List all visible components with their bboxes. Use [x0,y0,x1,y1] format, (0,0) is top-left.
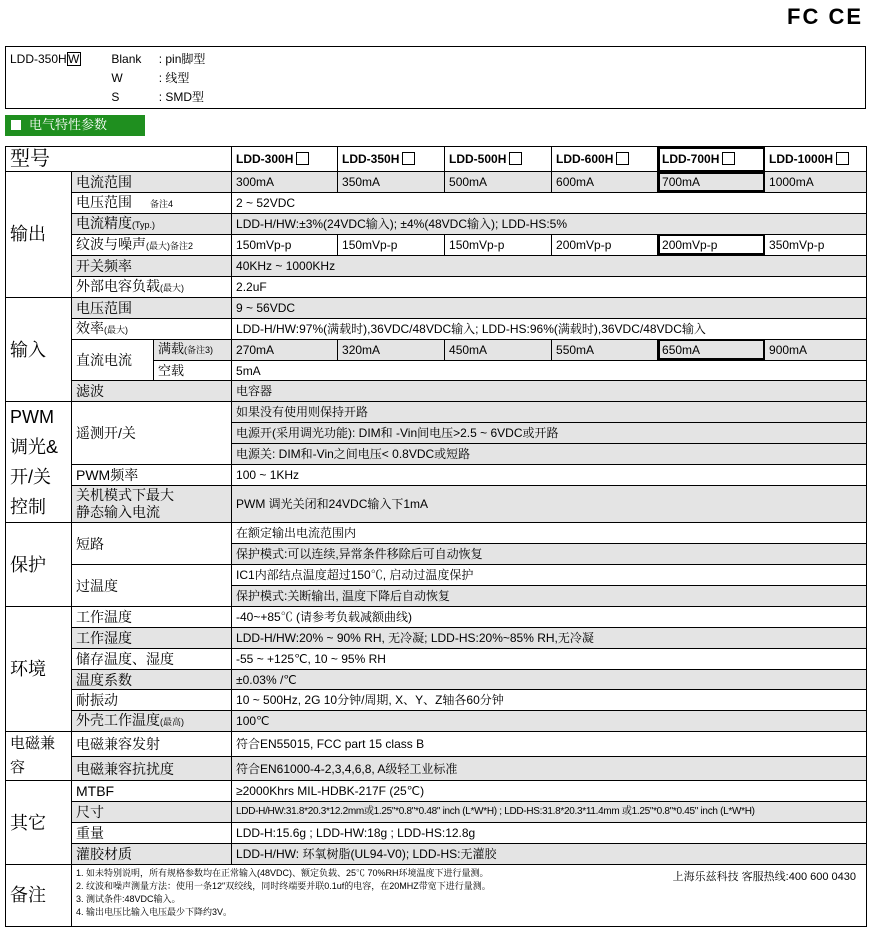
row-label: 电压范围 [72,297,232,318]
category-protection: 保护 [6,523,72,607]
row-label: 关机模式下最大 静态输入电流 [72,485,232,522]
cell: 320mA [338,339,445,360]
cell: LDD-H/HW:±3%(24VDC输入); ±4%(48VDC输入); LDD-HS:5% [232,213,867,234]
model-header: LDD-1000H [765,147,867,172]
cell: -40~+85℃ (请参考负载减额曲线) [232,606,867,627]
cell: 700mA [658,172,765,193]
row-label: 耐振动 [72,690,232,711]
option-code: S [111,90,120,104]
option-desc: : SMD型 [158,90,205,104]
cell: PWM 调光关闭和24VDC输入下1mA [232,485,867,522]
cell: IC1内部结点温度超过150℃, 启动过温度保护 [232,565,867,586]
row-label: 储存温度、湿度 [72,648,232,669]
cell: ±0.03% /℃ [232,669,867,690]
checkbox[interactable] [616,152,629,165]
cell: -55 ~ +125℃, 10 ~ 95% RH [232,648,867,669]
cell: 300mA [232,172,338,193]
category-notes: 备注 [6,864,72,926]
cell: LDD-H/HW:31.8*20.3*12.2mm或1.25"*0.8"*0.48" inch (L*W*H) ; LDD-HS:31.8*20.3*11.4mm 或1.25"*0.8"*0.45" inch (L*W*H) [232,802,867,823]
cell: 350mVp-p [765,234,867,255]
notes-cell [72,864,867,926]
row-label: 电流精度(Typ.) [72,213,232,234]
model-header: LDD-700H [658,147,765,172]
square-icon [11,120,21,130]
cell: 10 ~ 500Hz, 2G 10分钟/周期, X、Y、Z轴各60分钟 [232,690,867,711]
cell: 450mA [445,339,552,360]
cell: 350mA [338,172,445,193]
cell: 100℃ [232,711,867,732]
cell: 符合EN55015, FCC part 15 class B [232,732,867,757]
cell: LDD-H/HW: 环氧树脂(UL94-V0); LDD-HS:无灌胶 [232,844,867,865]
note-item: 1. 如未特别说明，所有规格参数均在正常输入(48VDC)、额定负载、25℃ 70%RH环境温度下进行量测。 [76,867,489,878]
checkbox[interactable] [836,152,849,165]
cell: 200mVp-p [552,234,658,255]
header-label: 型号 [6,147,232,172]
checkbox[interactable] [509,152,522,165]
row-label: 工作湿度 [72,627,232,648]
cell: 150mVp-p [338,234,445,255]
cell: 650mA [658,339,765,360]
contact-hotline: 上海乐兹科技 客服热线:400 600 0430 [672,870,857,883]
cell: 2.2uF [232,276,867,297]
category-emc: 电磁兼容 [6,732,72,781]
cell: 150mVp-p [445,234,552,255]
cell: LDD-H/HW:20% ~ 90% RH, 无冷凝; LDD-HS:20%~85% RH,无冷凝 [232,627,867,648]
checkbox[interactable] [402,152,415,165]
row-label: 过温度 [72,565,232,607]
option-code: W [111,71,123,85]
option-desc: : pin脚型 [158,52,206,66]
model-header: LDD-600H [552,147,658,172]
cell: LDD-H:15.6g ; LDD-HW:18g ; LDD-HS:12.8g [232,823,867,844]
cell: LDD-H/HW:97%(满载时),36VDC/48VDC输入; LDD-HS:96%(满载时),36VDC/48VDC输入 [232,318,867,339]
cell: 保护模式:关断输出, 温度下降后自动恢复 [232,586,867,607]
row-label: 外部电容负载(最大) [72,276,232,297]
cell: 电源关: DIM和-Vin之间电压< 0.8VDC或短路 [232,444,867,465]
row-label: 短路 [72,523,232,565]
checkbox[interactable] [722,152,735,165]
row-label: 工作温度 [72,606,232,627]
cell: 电容器 [232,381,867,402]
section-title: 电气特性参数 [5,115,145,136]
row-label: MTBF [72,781,232,802]
category-environment: 环境 [6,606,72,731]
row-label: 电压范围 备注4 [72,192,232,213]
cell: ≥2000Khrs MIL-HDBK-217F (25℃) [232,781,867,802]
cell: 如果没有使用则保持开路 [232,402,867,423]
w-box: W [68,52,80,66]
row-label: 遥测开/关 [72,402,232,465]
note-item: 4. 输出电压比输入电压最少下降约3V。 [76,906,233,917]
cell: 9 ~ 56VDC [232,297,867,318]
model-header: LDD-300H [232,147,338,172]
cell: 100 ~ 1KHz [232,465,867,486]
category-output: 输出 [6,172,72,298]
cell: 2 ~ 52VDC [232,192,867,213]
cell: 电源开(采用调光功能): DIM和 -Vin间电压>2.5 ~ 6VDC或开路 [232,423,867,444]
row-label: 尺寸 [72,802,232,823]
header-row [6,147,867,172]
row-label: 重量 [72,823,232,844]
cell: 在额定输出电流范围内 [232,523,867,544]
cell: 保护模式:可以连续,异常条件移除后可自动恢复 [232,544,867,565]
row-label: 开关频率 [72,255,232,276]
cell: 40KHz ~ 1000KHz [232,255,867,276]
row-label: 纹波与噪声(最大)备注2 [72,234,232,255]
category-input: 输入 [6,297,72,402]
spec-table [5,146,867,927]
model-header: LDD-350H [338,147,445,172]
row-label: 电磁兼容抗扰度 [72,756,232,781]
cell: 550mA [552,339,658,360]
model-code: LDD-350H [10,52,67,66]
note-item: 3. 测试条件:48VDC输入。 [76,893,181,904]
cell: 5mA [232,360,867,381]
row-label: 温度系数 [72,669,232,690]
cell: 600mA [552,172,658,193]
model-header: LDD-500H [445,147,552,172]
checkbox[interactable] [296,152,309,165]
row-label: 滤波 [72,381,232,402]
category-other: 其它 [6,781,72,865]
row-label: 直流电流 [72,339,154,381]
cell: 150mVp-p [232,234,338,255]
cell: 500mA [445,172,552,193]
cell: 1000mA [765,172,867,193]
cell: 900mA [765,339,867,360]
model-code-box [5,46,866,109]
sub-label: 空载 [154,360,232,381]
category-pwm: PWM 调光& 开/关 控制 [6,402,72,523]
row-label: 灌胶材质 [72,844,232,865]
cell: 200mVp-p [658,234,765,255]
row-label: PWM频率 [72,465,232,486]
row-label: 效率(最大) [72,318,232,339]
row-label: 电磁兼容发射 [72,732,232,757]
option-desc: : 线型 [158,71,190,85]
row-label: 电流范围 [72,172,232,193]
cell: 符合EN61000-4-2,3,4,6,8, A级轻工业标准 [232,756,867,781]
certification-logos: FC CE [787,4,863,29]
row-label: 外壳工作温度(最高) [72,711,232,732]
option-code: Blank [111,52,142,66]
sub-label: 满载(备注3) [154,339,232,360]
note-item: 2. 纹波和噪声测量方法：使用一条12"双绞线，同时终端要并联0.1uf的电容，在20MHZ带宽下进行量测。 [76,880,491,891]
cell: 270mA [232,339,338,360]
